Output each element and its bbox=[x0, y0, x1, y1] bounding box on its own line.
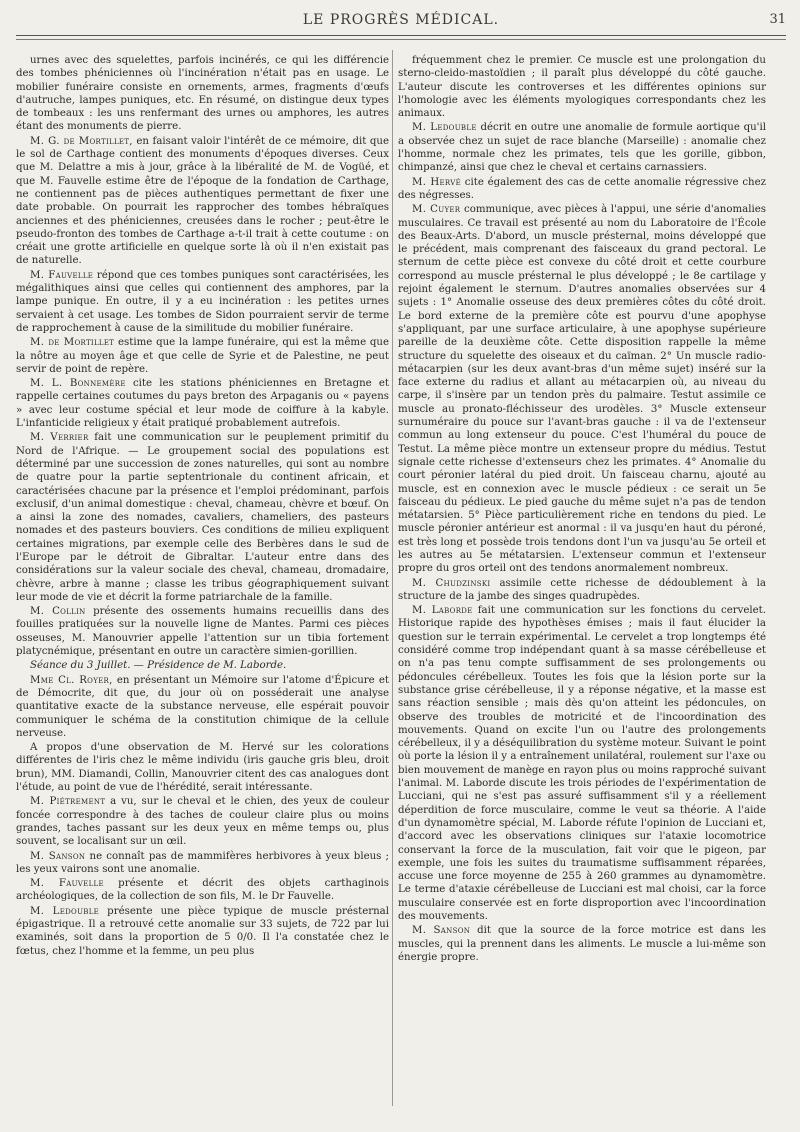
paragraph bbox=[16, 269, 389, 335]
speaker-name: M. Verrier bbox=[30, 432, 89, 444]
right-column bbox=[398, 54, 766, 965]
speaker-name: M. Sanson bbox=[30, 850, 86, 862]
paragraph bbox=[16, 877, 389, 904]
speaker-name: M. Ledouble bbox=[412, 122, 477, 134]
paragraph bbox=[398, 176, 766, 203]
paragraph-text: assimile cette richesse de dédoublement à la structure de la jambe des singes quadrupèdes. bbox=[398, 577, 766, 602]
paragraph-text: fait une communication sur le peuplement primitif du Nord de l'Afrique. — Le groupement social des populations est déterminé par une succession de zones naturelles, qui sont au nombre de quatre pour la partie septentrionale du continent africain, et caractérisées chacune par la présence et l'emploi prédominant, parfois exclusif, d'un animal domestique : cheval, chameau, chèvre et bœuf. On a ainsi la zone des nomades, cavaliers, chameliers, des pasteurs nomades et des pasteurs bouviers. Ces conditions de milieu expliquent certaines migrations, par exemple celle des Berbères dans le sud de l'Europe par le détroit de Gibraltar. L'auteur entre dans des considérations sur la valeur sociale des cheval, chameau, dromadaire, chèvre, arbre à manne ; classe les tribus géographiquement suivant leur mode de vie et décrit la forme patriarchale de la famille. bbox=[16, 432, 389, 603]
paragraph-text: répond que ces tombes puniques sont caractérisées, les mégalithiques ainsi que celles qui contiennent des amphores, par la lampe punique. En outre, il y a eu incinération : les petites urnes servaient à cet usage. Les tombes de Sidon pourraient servir de terme de rapprochement à cause de la similitude du mobilier funéraire. bbox=[16, 269, 389, 334]
speaker-name: M. L. Bonnemère bbox=[30, 378, 126, 390]
speaker-name: M. Chudzinski bbox=[412, 577, 491, 589]
running-header bbox=[16, 12, 786, 34]
paragraph-text: fait une communication sur les fonctions du cervelet. Historique rapide des hypothèses émises ; mais il faut élucider la question sur le terrain expérimental. Le cervelet a trop longtemps été considéré comme trop indépendant quant à sa masse cérébelleuse et on n'a pas tenu compte suffisamment de ses prolongements ou pédoncules cérébelleux. Toutes les fois que la lésion porte sur la substance grise cérébelleuse, il y a réponse négative, et la masse est sans réaction sensible ; mais dès qu'on atteint les pédoncules, on observe des troubles de motricité et de l'incoordination des mouvements. Quand on excite l'un ou l'autre des prolongements cérébelleux, il y a déséquilibration du système moteur. Suivant le point où porte la lésion il y a entraînement unilatéral, roulement sur l'axe ou bien mouvement de manège en rayon plus ou moins rapproché suivant l'animal. M. Laborde discute les trois périodes de l'expérimentation de Lucciani, qui ne s'est pas assuré suffisamment s'il y a réellement déperdition de force musculaire, comme le veut sa théorie. A l'aide d'un dynamomètre spécial, M. Laborde réfute l'opinion de Lucciani et, d'accord avec les observations cliniques sur l'ataxie locomotrice conservant la force de la musculation, fait voir que le pigeon, par exemple, une fois les suites du traumatisme suffisamment réparées, accuse une force moyenne de 255 à 260 grammes au dynamomètre. Le terme d'ataxie cérébelleuse de Lucciani est mal choisi, car la force musculaire conservée est en forte disproportion avec l'incoordination des mouvements. bbox=[398, 605, 766, 922]
paragraph bbox=[398, 604, 766, 923]
speaker-name: M. Piétrement bbox=[30, 796, 106, 808]
speaker-name: M. Fauvelle bbox=[30, 878, 104, 890]
speaker-name: M. Fauvelle bbox=[30, 269, 94, 281]
speaker-name: M. Ledouble bbox=[30, 905, 100, 917]
column-divider bbox=[392, 50, 393, 1106]
speaker-name: M. Sanson bbox=[412, 925, 471, 937]
paragraph-text: communique, avec pièces à l'appui, une série d'anomalies musculaires. Ce travail est présenté au nom du Laboratoire de l'École des Beaux-Arts. D'abord, un muscle présternal, moins développé que le précédent, mais comprenant des faisceaux du grand pectoral. Le sternum de cette pièce est convexe du côté droit et cette courbure correspond au muscle présternal le plus développé ; le 8e cartilage y rejoint également le sternum. D'autres anomalies observées sur 4 sujets : 1° Anomalie osseuse des deux premières côtes du côté droit. Le bord externe de la première côte est pourvu d'une apophyse s'appliquant, par une surface articulaire, à une apophyse supérieure pareille de la deuxième côte. Cette disposition rappelle la même structure du squelette des oiseaux et du caïman. 2° Un muscle radio-métacarpien (sur les deux avant-bras d'un même sujet) inséré sur la face externe du radius et allant au métacarpien où, au niveau du carpe, il s'insère par un tendon près du palmaire. Testut assimile ce muscle au pronato-fléchisseur des urodèles. 3° Muscle extenseur surnuméraire du pouce sur l'avant-bras gauche : il va de l'extenseur commun au long extenseur du pouce. C'est l'huméral du pouce de Testut. La même pièce montre un extenseur propre du médius. Testut signale cette richesse d'extenseurs chez les primates. 4° Anomalie du court péronier latéral du pied droit. Un faisceau charnu, ajouté au muscle, est en connexion avec le muscle pédieux : ce serait un 5e faisceau du pédieux. Le pied gauche du même sujet n'a pas de tendon métatarsien. 5° Pièce particulièrement riche en tendons du pied. Le muscle péronier antérieur est anormal : il va jusqu'en haut du péroné, est très long et possède trois tendons dont l'un va jusqu'au 5e orteil et les autres au 5e métatarsien. L'extenseur commun et l'extenseur propre du gros orteil ont des tendons anormalement nombreux. bbox=[398, 204, 766, 575]
header-rule bbox=[16, 35, 786, 40]
paragraph bbox=[398, 577, 766, 604]
paragraph-text: A propos d'une observation de M. Hervé sur les colorations différentes de l'iris chez le même individu (iris gauche gris bleu, droit brun), MM. Diamandi, Collin, Manouvrier citent des cas analogues dont l'étude, au point de vue de l'hérédité, serait intéressante. bbox=[16, 742, 389, 794]
speaker-name: M. Collin bbox=[30, 606, 86, 618]
paragraph bbox=[16, 905, 389, 958]
speaker-name: M. Laborde bbox=[412, 605, 473, 617]
speaker-name: M. de Mortillet bbox=[30, 337, 115, 349]
paragraph bbox=[16, 336, 389, 376]
left-column bbox=[16, 54, 389, 959]
paragraph-text: urnes avec des squelettes, parfois incinérés, ce qui les différencie des tombes phéniciennes où l'incinération n'était pas en usage. Le mobilier funéraire consiste en ornements, armes, fragments d'œufs d'autruche, lampes puniques, etc. En résumé, on distingue deux types de tombeaux : les uns renfermant des urnes ou amphores, les autres étant des monuments de pierre. bbox=[16, 55, 389, 133]
paragraph bbox=[16, 431, 389, 604]
paragraph bbox=[16, 741, 389, 794]
paragraph-text: en présentant un Mémoire sur l'atome d'Épicure et de Démocrite, dit que, du jour où on posséderait une analyse quantitative exacte de la substance nerveuse, elle espérait pouvoir communiquer le schéma de la constitution chimique de la cellule nerveuse. bbox=[16, 674, 389, 739]
paragraph bbox=[16, 795, 389, 848]
paragraph bbox=[16, 605, 389, 658]
paragraph-text: présente une pièce typique de muscle présternal épigastrique. Il a retrouvé cette anomalie sur 33 sujets, de 722 par lui examinés, soit dans la proportion de 5 0/0. Il l'a constatée chez le fœtus, chez l'homme et la femme, un peu plus bbox=[16, 905, 389, 957]
paragraph bbox=[16, 377, 389, 430]
journal-title: LE PROGRÈS MÉDICAL. bbox=[302, 12, 500, 28]
paragraph bbox=[16, 54, 389, 134]
paragraph bbox=[398, 121, 766, 174]
paragraph-text: présente des ossements humains recueillis dans des fouilles pratiquées sur la nouvelle ligne de Mantes. Parmi ces pièces osseuses, M. Manouvrier appelle l'attention sur un tibia fortement platycnémique, présentant en outre un caractère simien-gorillien. bbox=[16, 606, 389, 658]
paragraph bbox=[16, 674, 389, 740]
paragraph-text: a vu, sur le cheval et le chien, des yeux de couleur foncée correspondre à des taches de couleur claire plus ou moins grandes, taches passant sur les deux yeux en même temps ou, plus souvent, se localisant sur un œil. bbox=[16, 796, 389, 848]
paragraph-text: estime que la lampe funéraire, qui est la même que la nôtre au moyen âge et que celle de Syrie et de Palestine, ne peut servir de point de repère. bbox=[16, 337, 389, 375]
paragraph bbox=[16, 850, 389, 877]
paragraph-text: cite également des cas de cette anomalie régressive chez des négresses. bbox=[398, 176, 766, 201]
page-number: 31 bbox=[769, 12, 786, 27]
paragraph bbox=[398, 203, 766, 575]
speaker-name: M. Cuyer bbox=[412, 204, 461, 216]
speaker-name: M. Hervé bbox=[412, 176, 462, 188]
paragraph bbox=[398, 924, 766, 964]
paragraph bbox=[16, 135, 389, 268]
paragraph-text: dit que la source de la force motrice est dans les muscles, qui la prennent dans les aliments. Le muscle a lui-même son énergie propre. bbox=[398, 925, 766, 963]
paragraph-text: décrit en outre une anomalie de formule aortique qu'il a observée chez un sujet de race blanche (Marseille) : anomalie chez l'homme, normale chez les primates, tels que les gorille, gibbon, chimpanzé, ainsi que chez le cheval et certains carnassiers. bbox=[398, 122, 766, 174]
paragraph-text: cite les stations phéniciennes en Bretagne et rappelle certaines coutumes du pays breton des Arpaganis ou « payens » avec leur costume spécial et leur mode de coiffure à la kabyle. L'infanticide religieux y était pratiqué probablement autrefois. bbox=[16, 378, 389, 430]
paragraph-text: présente et décrit des objets carthaginois archéologiques, de la collection de son fils, M. le Dr Fauvelle. bbox=[16, 878, 389, 903]
session-heading bbox=[16, 659, 389, 672]
paragraph-text: Séance du 3 Juillet. — Présidence de M. Laborde. bbox=[30, 660, 287, 672]
paragraph-text: fréquemment chez le premier. Ce muscle est une prolongation du sterno-cleido-mastoïdien ; il paraît plus développé du côté gauche. L'auteur discute les controverses et les différentes opinions sur l'homologie avec les éléments myologiques correspondants chez les animaux. bbox=[398, 55, 766, 120]
speaker-name: M. G. de Mortillet, bbox=[30, 135, 133, 147]
paragraph-text: ne connaît pas de mammifères herbivores à yeux bleus ; les yeux vairons sont une anomalie. bbox=[16, 850, 389, 875]
speaker-name: Mme Cl. Royer, bbox=[30, 674, 113, 686]
paragraph-text: en faisant valoir l'intérêt de ce mémoire, dit que le sol de Carthage contient des monuments d'époques diverses. Ceux que M. Delattre a mis à jour, grâce à la libéralité de M. de Vogüé, et que M. Fauvelle estime être de l'époque de la fondation de Carthage, ne contiennent pas de pièces authentiques permettant de fixer une date probable. On pourrait les rapprocher des tombes hébraïques anciennes et des phéniciennes, creusées dans le rocher ; peut-être le pseudo-fronton des tombes de Carthage a-t-il trait à cette coutume : on créait une grotte artificielle en quelque sorte là où il n'en existait pas de naturelle. bbox=[16, 135, 389, 267]
paragraph bbox=[398, 54, 766, 120]
